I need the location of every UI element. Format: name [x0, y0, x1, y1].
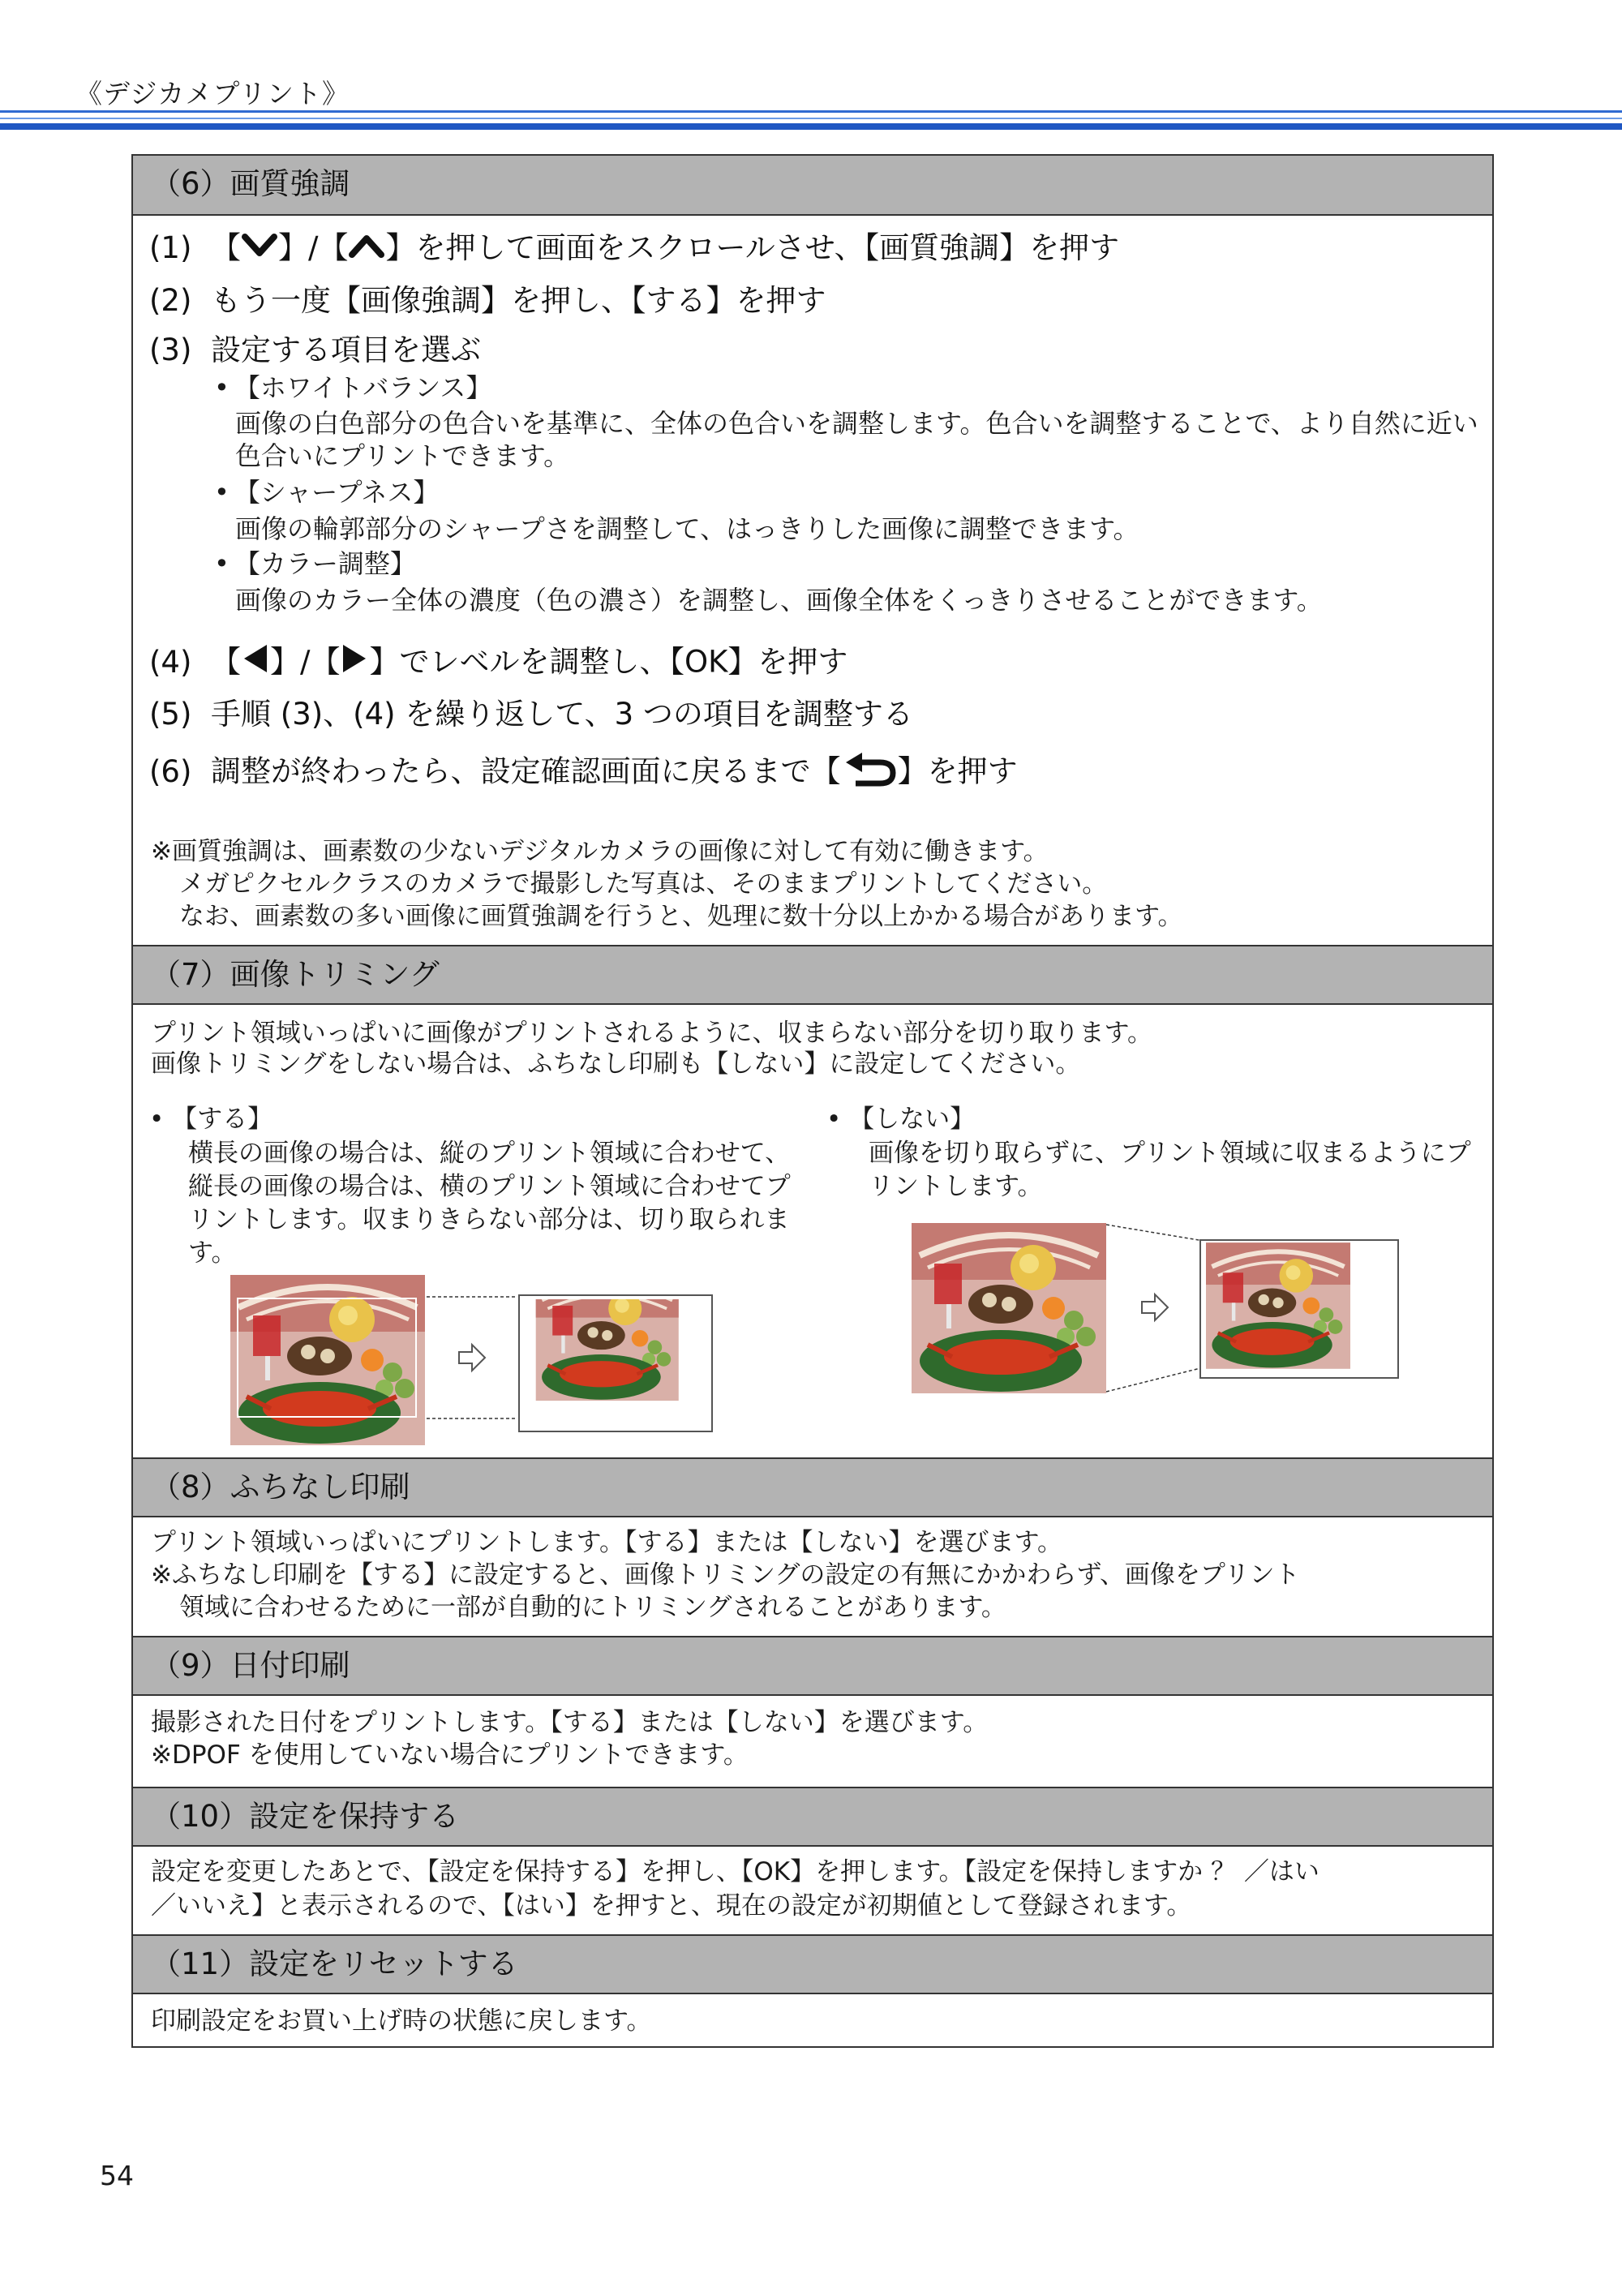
paragraph: ※DPOF を使用していない場合にプリントできます。: [151, 1740, 749, 1770]
step-text: 】でレベルを調整し、【OK】を押す: [369, 644, 848, 680]
option-off-title: • 【しない】: [826, 1105, 976, 1134]
back-arrow-icon: [841, 749, 898, 796]
header-rule: [0, 118, 1622, 119]
step-number: (1): [149, 230, 192, 265]
paragraph: 画像トリミングをしない場合は、ふちなし印刷も【しない】に設定してください。: [151, 1049, 1081, 1079]
print-area: [518, 1294, 713, 1432]
step-text: 】を押して画面をスクロールさせ、【画質強調】を押す: [385, 230, 1120, 265]
bracket-text: 】/【: [270, 644, 341, 680]
step-number: (4): [149, 644, 192, 680]
step-text: もう一度【画像強調】を押し、【する】を押す: [211, 283, 826, 318]
paragraph: 印刷設定をお買い上げ時の状態に戻します。: [151, 2006, 652, 2036]
step-text: 調整が終わったら、設定確認画面に戻るまで【: [211, 753, 841, 789]
cropped-photo: [523, 1299, 708, 1424]
down-chevron-icon: [241, 230, 278, 269]
bullet-white-balance: • 【ホワイトバランス】: [214, 371, 491, 404]
header-rule: [0, 123, 1622, 130]
step-number: (5): [149, 697, 192, 732]
paragraph: 設定を変更したあとで、【設定を保持する】を押し、【OK】を押します。【設定を保持しますか ？ ／はい: [151, 1857, 1319, 1886]
bracket-text: 【: [211, 644, 241, 680]
step-number: (6): [149, 753, 192, 789]
option-off-body: 画像を切り取らずに、プリント領域に収まるようにプリントします。: [869, 1139, 1471, 1201]
step-2: [149, 281, 826, 320]
step-text: 】を押す: [897, 753, 1018, 789]
step-1: [149, 229, 1119, 269]
hollow-arrow-icon: [1139, 1291, 1171, 1327]
bullet-body: 画像の白色部分の色合いを基準に、全体の色合いを調整します。色合いを調整することで、より自然に近い色合いにプリントできます。: [235, 408, 1478, 471]
landscape-photo: [912, 1223, 1106, 1393]
step-text: 手順 (3)、(4) を繰り返して、3 つの項目を調整する: [211, 697, 913, 732]
print-area: [1199, 1239, 1399, 1379]
section-heading-7: （7）画像トリミング: [133, 945, 1492, 1005]
settings-frame: [131, 154, 1494, 2048]
bullet-color-adjust: • 【カラー調整】: [214, 547, 416, 580]
bullet-body: 画像の輪郭部分のシャープさを調整して、はっきりした画像に調整できます。: [235, 513, 1139, 544]
crop-frame: [237, 1298, 417, 1418]
bracket-text: 【: [211, 230, 241, 265]
section-heading-8: （8）ふちなし印刷: [133, 1457, 1492, 1517]
step-3: [149, 331, 481, 370]
section-heading-11: （11）設定をリセットする: [133, 1934, 1492, 1994]
paragraph: ／いいえ】と表示されるので、【はい】を押すと、現在の設定が初期値として登録されます。: [151, 1891, 1192, 1920]
option-on-title: • 【する】: [149, 1105, 273, 1134]
paragraph: プリント領域いっぱいに画像がプリントされるように、収まらない部分を切り取ります。: [151, 1019, 1153, 1048]
paragraph: 撮影された日付をプリントします。【する】または【しない】を選びます。: [151, 1708, 989, 1737]
paragraph: プリント領域いっぱいにプリントします。【する】または【しない】を選びます。: [151, 1528, 1063, 1557]
fitted-photo: [1206, 1242, 1350, 1369]
step-number: (2): [149, 283, 192, 318]
page-number: 54: [100, 2160, 134, 2191]
up-chevron-icon: [348, 230, 385, 269]
right-triangle-icon: [340, 642, 369, 685]
step-4: [149, 642, 847, 685]
section-heading-6: （6）画質強調: [133, 156, 1492, 216]
bullet-body: 画像のカラー全体の濃度（色の濃さ）を調整し、画像全体をくっきりさせることができます。: [235, 585, 1323, 616]
note-line: なお、画素数の多い画像に画質強調を行うと、処理に数十分以上かかる場合があります。: [179, 902, 1183, 931]
paragraph: ※ふちなし印刷を【する】に設定すると、画像トリミングの設定の有無にかかわらず、画像をプリント: [151, 1560, 1300, 1590]
option-on-body: 横長の画像の場合は、縦のプリント領域に合わせて、縦長の画像の場合は、横のプリント領域に合わせてプリントします。収まりきらない部分は、切り取られます。: [188, 1139, 791, 1268]
step-text: 設定する項目を選ぶ: [211, 333, 481, 367]
header-rule: [0, 110, 1622, 113]
running-head: 《デジカメプリント》: [75, 78, 350, 109]
bracket-text: 】/【: [278, 230, 349, 265]
paragraph: 領域に合わせるために一部が自動的にトリミングされることがあります。: [179, 1593, 1006, 1622]
note-line: ※画質強調は、画素数の少ないデジタルカメラの画像に対して有効に働きます。: [151, 837, 1049, 866]
option-label: 【する】: [172, 1105, 273, 1134]
bullet-sharpness: • 【シャープネス】: [214, 476, 439, 509]
note-line: メガピクセルクラスのカメラで撮影した写真は、そのままプリントしてください。: [179, 869, 1108, 899]
section-heading-9: （9）日付印刷: [133, 1636, 1492, 1696]
step-6: [149, 749, 1018, 796]
hollow-arrow-icon: [456, 1341, 488, 1377]
step-number: (3): [149, 333, 192, 367]
section-heading-10: （10）設定を保持する: [133, 1787, 1492, 1847]
left-triangle-icon: [241, 642, 270, 685]
option-label: 【しない】: [849, 1105, 976, 1134]
step-5: [149, 695, 913, 734]
